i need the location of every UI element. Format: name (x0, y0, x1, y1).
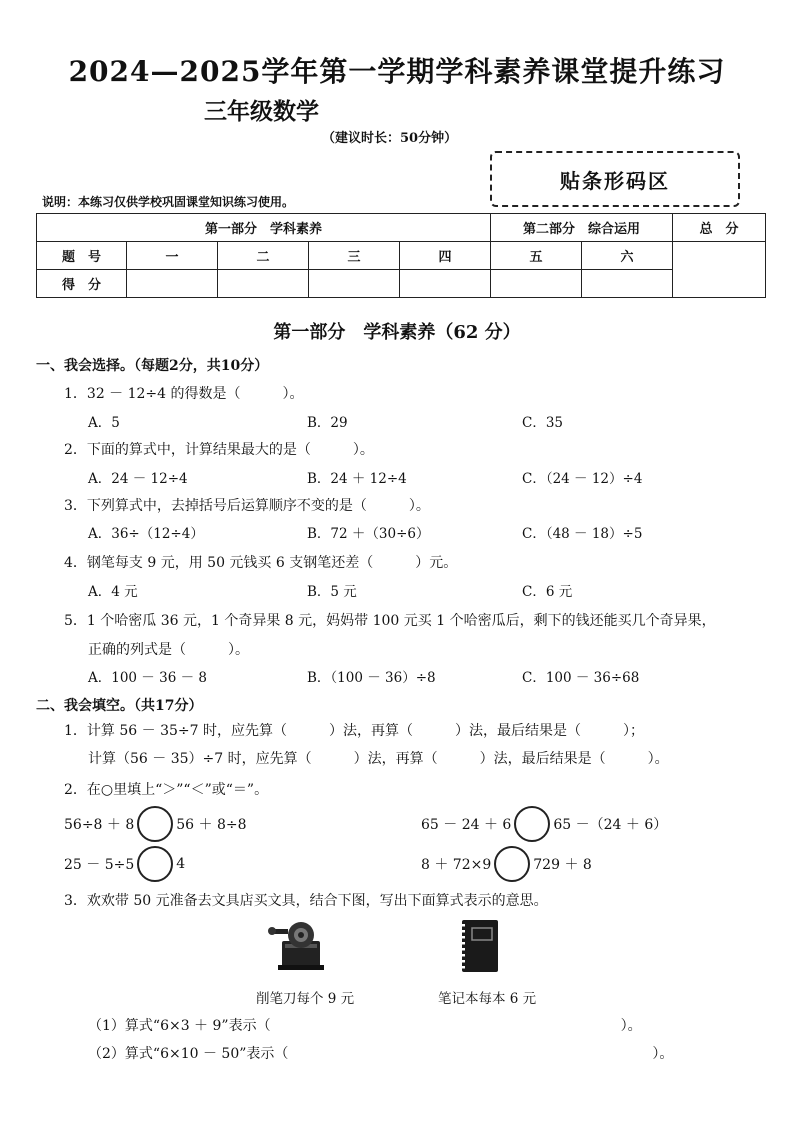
question-5: 5．1 个哈密瓜 36 元，1 个奇异果 8 元，妈妈带 100 元买 1 个哈密瓜后，剩下的钱还能买几个奇异果， (64, 613, 716, 629)
pencil-sharpener-icon (268, 915, 330, 973)
total-score-cell[interactable] (673, 242, 766, 298)
question-4: 4．钢笔每支 9 元，用 50 元钱买 6 支钢笔还差（ ）元。 (64, 555, 458, 571)
row-label-score: 得 分 (37, 270, 127, 298)
section1-heading: 一、我会选择。（每题2分，共10分） (36, 358, 269, 374)
q4-option-b[interactable]: B．5 元 (307, 584, 357, 600)
col-6: 六 (582, 242, 673, 270)
comparison-right: 56 ＋ 8÷8 (176, 817, 247, 833)
q3-option-a[interactable]: A．36÷（12÷4） (88, 526, 204, 542)
q5-option-b[interactable]: B．（100 － 36）÷8 (307, 670, 436, 686)
barcode-area (490, 151, 740, 207)
comparison-2 (421, 806, 667, 842)
row-label-number: 题 号 (37, 242, 127, 270)
comparison-right: 729 ＋ 8 (533, 857, 592, 873)
q1-option-a[interactable]: A．5 (88, 415, 120, 431)
grade-subject: 三年级数学 (204, 98, 319, 125)
comparison-right: 65 －（24 ＋ 6） (553, 817, 668, 833)
page-title: 2024—2025学年第一学期学科素养课堂提升练习 (68, 55, 726, 88)
fill-q1-line1: 1．计算 56 － 35÷7 时，应先算（ ）法，再算（ ）法，最后结果是（ ）； (64, 723, 644, 739)
section2-heading: 二、我会填空。（共17分） (36, 698, 203, 714)
barcode-label: 贴条形码区 (560, 168, 670, 193)
fill-q3-sub1: （1）算式“6×3 ＋ 9”表示（ ）。 (88, 1018, 642, 1034)
fill-q3-sub2: （2）算式“6×10 － 50”表示（ ）。 (88, 1046, 674, 1062)
col-3: 三 (309, 242, 400, 270)
fill-q2: 2．在○里填上“＞”“＜”或“＝”。 (64, 782, 269, 798)
q3-option-c[interactable]: C．（48 － 18）÷5 (522, 526, 643, 542)
comparison-right: 4 (176, 856, 186, 872)
part1-header: 第一部分 学科素养 (37, 214, 491, 242)
q1-option-c[interactable]: C．35 (522, 415, 564, 431)
question-3: 3．下列算式中，去掉括号后运算顺序不变的是（ ）。 (64, 498, 430, 514)
notebook-price-label: 笔记本每本 6 元 (438, 991, 537, 1007)
q2-option-c[interactable]: C．（24 － 12）÷4 (522, 471, 643, 487)
total-header: 总 分 (673, 214, 766, 242)
comparison-left: 25 － 5÷5 (64, 857, 135, 873)
sharpener-price-label: 削笔刀每个 9 元 (256, 991, 355, 1007)
answer-circle[interactable] (494, 846, 530, 882)
col-5: 五 (491, 242, 582, 270)
col-2: 二 (218, 242, 309, 270)
score-table (36, 213, 766, 298)
question-1: 1．32 － 12÷4 的得数是（ ）。 (64, 386, 304, 402)
q5-option-c[interactable]: C．100 － 36÷68 (522, 670, 640, 686)
part1-title: 第一部分 学科素养（62 分） (273, 322, 521, 343)
score-cell-4[interactable] (400, 270, 491, 298)
score-cell-6[interactable] (582, 270, 673, 298)
question-5-line2: 正确的列式是（ ）。 (88, 642, 249, 658)
score-cell-3[interactable] (309, 270, 400, 298)
answer-circle[interactable] (137, 846, 173, 882)
comparison-4 (421, 846, 592, 882)
fill-q3: 3．欢欢带 50 元准备去文具店买文具，结合下图，写出下面算式表示的意思。 (64, 893, 548, 909)
q5-option-a[interactable]: A．100 － 36 － 8 (88, 670, 207, 686)
answer-circle[interactable] (137, 806, 173, 842)
fill-q1-line2: 计算（56 － 35）÷7 时，应先算（ ）法，再算（ ）法，最后结果是（ ）。 (88, 751, 669, 767)
comparison-left: 56÷8 ＋ 8 (64, 817, 135, 833)
comparison-1 (64, 806, 247, 842)
score-cell-5[interactable] (491, 270, 582, 298)
q1-option-b[interactable]: B．29 (307, 415, 348, 431)
q4-option-a[interactable]: A．4 元 (88, 584, 138, 600)
part2-header: 第二部分 综合运用 (491, 214, 673, 242)
suggested-time: （建议时长：50分钟） (322, 131, 458, 146)
comparison-left: 65 － 24 ＋ 6 (421, 817, 512, 833)
comparison-left: 8 ＋ 72×9 (421, 857, 492, 873)
q2-option-b[interactable]: B．24 ＋ 12÷4 (307, 471, 407, 487)
answer-circle[interactable] (514, 806, 550, 842)
q3-option-b[interactable]: B．72 ＋（30÷6） (307, 526, 430, 542)
q2-option-a[interactable]: A．24 － 12÷4 (88, 471, 188, 487)
score-cell-2[interactable] (218, 270, 309, 298)
col-1: 一 (127, 242, 218, 270)
usage-note: 说明：本练习仅供学校巩固课堂知识练习使用。 (42, 195, 295, 209)
score-cell-1[interactable] (127, 270, 218, 298)
col-4: 四 (400, 242, 491, 270)
question-2: 2．下面的算式中，计算结果最大的是（ ）。 (64, 442, 374, 458)
notebook-icon (456, 918, 500, 974)
comparison-3 (64, 846, 185, 882)
q4-option-c[interactable]: C．6 元 (522, 584, 573, 600)
